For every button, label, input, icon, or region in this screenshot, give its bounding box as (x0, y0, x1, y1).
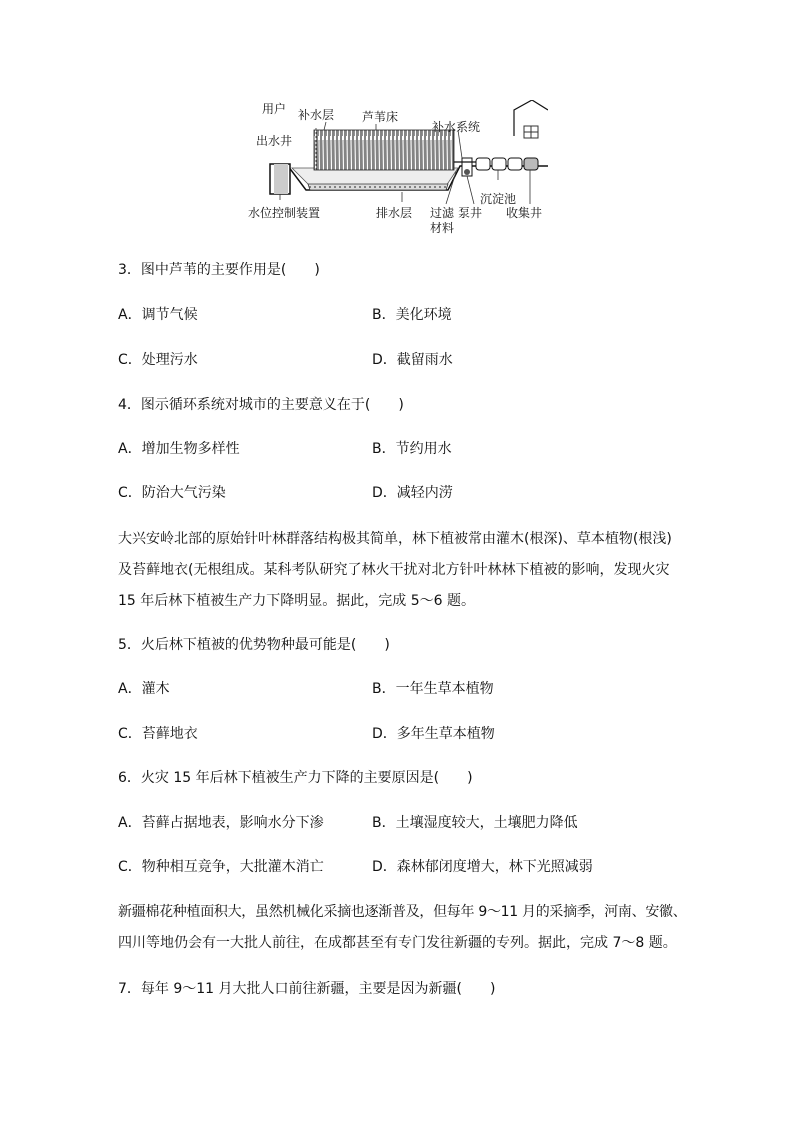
passage-2-line-1: 新疆棉花种植面积大，虽然机械化采摘也逐渐普及，但每年 9～11 月的采摘季，河南、安徽、 (118, 904, 687, 920)
outlet-well-fill (274, 164, 288, 194)
passage-2-line-2: 四川等地仍会有一大批人前往，在成都甚至有专门发往新疆的专列。据此，完成 7～8 题。 (118, 935, 677, 951)
question-3-stem: 3．图中芦苇的主要作用是( ) (118, 262, 320, 278)
question-4-option-a: A．增加生物多样性 (118, 441, 240, 457)
tank-1 (476, 158, 490, 170)
tank-2 (492, 158, 506, 170)
question-3-option-c: C．处理污水 (118, 352, 198, 368)
question-3-option-b: B．美化环境 (372, 307, 452, 323)
question-4-stem: 4．图示循环系统对城市的主要意义在于( ) (118, 397, 404, 413)
label-water-supply-layer: 补水层 (298, 108, 335, 122)
question-6-option-c: C．物种相互竞争，大批灌木消亡 (118, 859, 324, 875)
drainage-layer-shape (308, 184, 448, 190)
question-6-option-a: A．苔藓占据地表，影响水分下渗 (118, 815, 324, 831)
question-5-option-c: C．苔藓地衣 (118, 726, 198, 742)
tank-3 (508, 158, 522, 170)
reed-bed-shape (314, 130, 454, 170)
tank-4 (524, 158, 538, 170)
question-4-option-d: D．减轻内涝 (372, 485, 453, 501)
label-filter-material-2: 材料 (430, 221, 455, 235)
question-4-option-b: B．节约用水 (372, 441, 452, 457)
wetland-diagram (248, 100, 548, 235)
question-6-option-b: B．土壤湿度较大，土壤肥力降低 (372, 815, 578, 831)
question-6-stem: 6．火灾 15 年后林下植被生产力下降的主要原因是( ) (118, 770, 473, 786)
label-user: 用户 (262, 102, 287, 116)
label-filter-material-1: 过滤 (430, 206, 455, 220)
pump-shape (464, 169, 470, 175)
basin-fill (292, 168, 458, 186)
question-5-stem: 5．火后林下植被的优势物种最可能是( ) (118, 637, 390, 653)
label-sedimentation-tank: 沉淀池 (480, 192, 517, 206)
question-7-stem: 7．每年 9～11 月大批人口前往新疆，主要是因为新疆( ) (118, 981, 496, 997)
question-5-option-d: D．多年生草本植物 (372, 726, 495, 742)
question-5-option-b: B．一年生草本植物 (372, 681, 494, 697)
question-3-option-d: D．截留雨水 (372, 352, 453, 368)
label-collection-well: 收集井 (506, 206, 543, 220)
passage-1-line-2: 及苔藓地衣(无根组成。某科考队研究了林火干扰对北方针叶林林下植被的影响，发现火灾 (118, 562, 670, 578)
label-outlet-well: 出水井 (256, 134, 293, 148)
question-6-option-d: D．森林郁闭度增大，林下光照减弱 (372, 859, 593, 875)
question-5-option-a: A．灌木 (118, 681, 170, 697)
label-water-supply-system: 补水系统 (432, 120, 481, 134)
label-pump-well: 泵井 (458, 206, 483, 220)
question-4-option-c: C．防治大气污染 (118, 485, 226, 501)
passage-1-line-3: 15 年后林下植被生产力下降明显。据此，完成 5～6 题。 (118, 593, 475, 609)
label-level-control: 水位控制装置 (248, 206, 321, 220)
question-3-option-a: A．调节气候 (118, 307, 198, 323)
label-reed-bed: 芦苇床 (362, 110, 399, 124)
label-drainage-layer: 排水层 (376, 206, 413, 220)
passage-1-line-1: 大兴安岭北部的原始针叶林群落结构极其简单，林下植被常由灌木(根深)、草本植物(根浅) (118, 531, 672, 547)
